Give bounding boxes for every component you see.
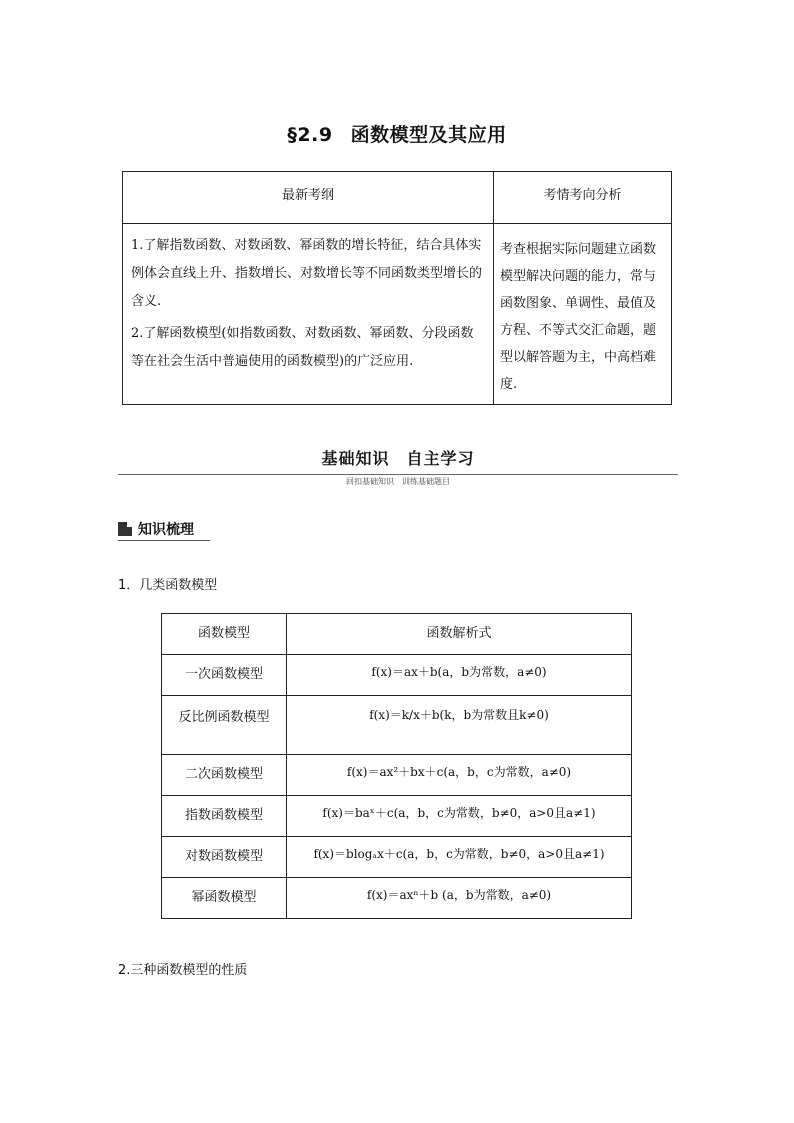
- table-row: [162, 755, 632, 796]
- table-row: [162, 796, 632, 837]
- table-row: [162, 696, 632, 755]
- banner-divider: [118, 474, 678, 475]
- models-header-name: 函数模型: [162, 614, 287, 655]
- outline-syllabus-cell: [123, 224, 494, 405]
- table-row: [162, 878, 632, 919]
- banner-title: 基础知识 自主学习: [321, 449, 475, 468]
- subsection-underline: [118, 540, 210, 541]
- section-banner: [118, 446, 678, 488]
- subsection-heading: [118, 519, 194, 539]
- model-formula: f(x)＝axⁿ＋b (a，b为常数，a≠0): [287, 878, 632, 919]
- section-number: §2.9: [287, 124, 333, 146]
- outline-header-row: [123, 172, 672, 224]
- square-bullet-icon: [118, 522, 132, 536]
- model-name: 一次函数模型: [162, 655, 287, 696]
- outline-header-analysis: 考情考向分析: [494, 172, 672, 224]
- banner-subtitle: 回扣基础知识 训练基础题目: [340, 476, 456, 487]
- model-formula: f(x)＝blogₐx＋c(a，b，c为常数，b≠0，a>0且a≠1): [287, 837, 632, 878]
- model-name: 二次函数模型: [162, 755, 287, 796]
- table-row: [162, 655, 632, 696]
- model-formula: f(x)＝baˣ＋c(a，b，c为常数，b≠0，a>0且a≠1): [287, 796, 632, 837]
- item-heading-1: 1．几类函数模型: [118, 578, 218, 593]
- syllabus-item-2: 2.了解函数模型(如指数函数、对数函数、幂函数、分段函数等在社会生活中普遍使用的函数模型)的广泛应用.: [131, 326, 474, 369]
- model-name: 指数函数模型: [162, 796, 287, 837]
- function-models-table: [161, 613, 632, 919]
- section-title: 函数模型及其应用: [350, 124, 507, 146]
- model-formula: f(x)＝k/x＋b(k，b为常数且k≠0): [287, 696, 632, 755]
- model-name: 对数函数模型: [162, 837, 287, 878]
- subsection-label: 知识梳理: [138, 522, 194, 538]
- outline-header-syllabus: 最新考纲: [123, 172, 494, 224]
- model-formula: f(x)＝ax＋b(a，b为常数，a≠0): [287, 655, 632, 696]
- item-heading-2: 2.三种函数模型的性质: [118, 963, 248, 978]
- models-header-formula: 函数解析式: [287, 614, 632, 655]
- outline-analysis-cell: 考查根据实际问题建立函数模型解决问题的能力，常与函数图象、单调性、最值及方程、不等式交汇命题，题型以解答题为主，中高档难度.: [494, 224, 672, 405]
- model-name: 反比例函数模型: [162, 696, 287, 755]
- outline-table: [122, 171, 672, 405]
- table-row: [162, 837, 632, 878]
- outline-body-row: [123, 224, 672, 405]
- model-name: 幂函数模型: [162, 878, 287, 919]
- model-formula: f(x)＝ax²＋bx＋c(a，b，c为常数，a≠0): [287, 755, 632, 796]
- models-header-row: [162, 614, 632, 655]
- page-title: [0, 120, 794, 147]
- syllabus-item-1: 1.了解指数函数、对数函数、幂函数的增长特征，结合具体实例体会直线上升、指数增长、对数增长等不同函数类型增长的含义.: [131, 238, 483, 309]
